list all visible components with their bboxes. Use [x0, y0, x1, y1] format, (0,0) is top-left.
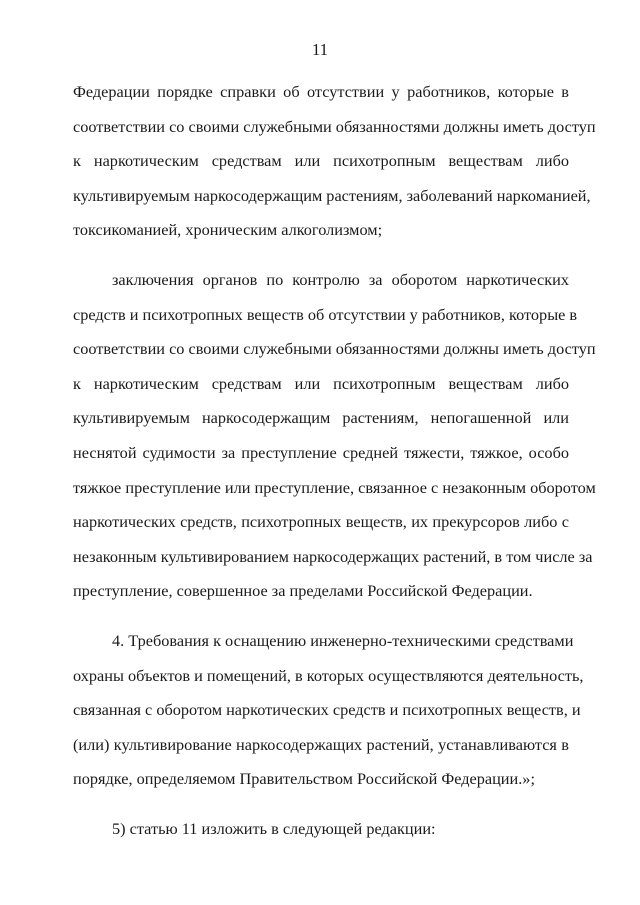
paragraph-conclusions — [73, 263, 596, 609]
document-body — [73, 75, 596, 846]
text-line: преступление, совершенное за пределами Российской Федерации. — [73, 581, 533, 601]
text-line: Федерации порядке справки об отсутствии у работников, которые в — [73, 82, 569, 101]
text-line: соответствии со своими служебными обязанностями должны иметь доступ — [73, 116, 596, 136]
paragraph-requirements — [73, 624, 584, 797]
paragraph-continuation — [73, 75, 596, 248]
text-line: тяжкое преступление или преступление, связанное с незаконным оборотом — [73, 477, 596, 497]
text-line: наркотических средств, психотропных веществ, их прекурсоров либо с — [73, 512, 569, 532]
text-line: соответствии со своими служебными обязанностями должны иметь доступ — [73, 339, 596, 359]
text-line: 5) статью 11 изложить в следующей редакции: — [112, 818, 436, 838]
text-line: (или) культивирование наркосодержащих растений, устанавливаются в — [73, 734, 569, 754]
text-line: к наркотическим средствам или психотропным веществам либо — [73, 373, 569, 393]
page-number: 11 — [311, 40, 329, 59]
text-line: токсикоманией, хроническим алкоголизмом; — [73, 220, 383, 240]
text-line: связанная с оборотом наркотических средств и психотропных веществ, и — [73, 700, 581, 720]
text-line: 4. Требования к оснащению инженерно-техническими средствами — [112, 630, 574, 650]
text-line: культивируемым наркосодержащим растениям, непогашенной или — [73, 408, 569, 428]
text-line: незаконным культивированием наркосодержащих растений, в том числе за — [73, 546, 593, 566]
text-line: порядке, определяемом Правительством Российской Федерации.»; — [73, 769, 535, 789]
text-line: к наркотическим средствам или психотропным веществам либо — [73, 151, 569, 171]
text-line: охраны объектов и помещений, в которых осуществляются деятельность, — [73, 665, 584, 685]
text-line: неснятой судимости за преступление средней тяжести, тяжкое, особо — [73, 442, 569, 462]
text-line: культивируемым наркосодержащим растениям, заболеваний наркоманией, — [73, 185, 591, 205]
text-line: заключения органов по контролю за оборотом наркотических — [112, 269, 569, 289]
text-line: средств и психотропных веществ об отсутствии у работников, которые в — [73, 304, 578, 324]
paragraph-article-11 — [73, 812, 569, 847]
